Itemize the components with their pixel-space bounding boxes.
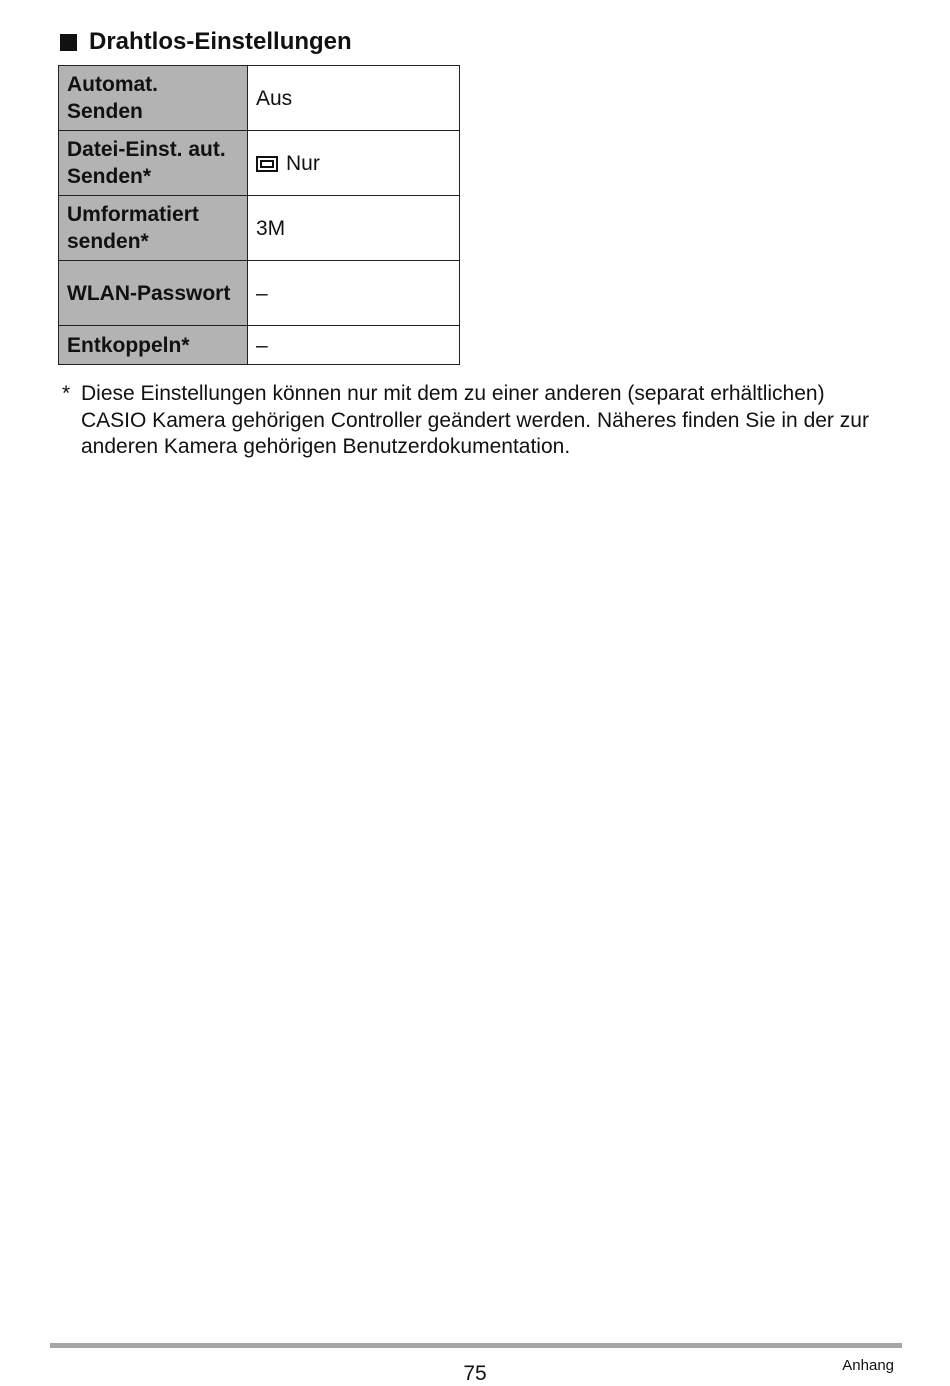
setting-value-auto-send: Aus [248,66,460,131]
footnote-mark: * [62,382,71,405]
table-row [59,66,460,131]
setting-label-unpair: Entkoppeln* [59,326,248,365]
table-row [59,261,460,326]
section-title: Drahtlos-Einstellungen [89,28,352,55]
setting-value-text: Nur [286,151,320,175]
setting-label-auto-send: Automat. Senden [59,66,248,131]
table-row [59,326,460,365]
setting-value-file-auto-send [248,131,460,196]
setting-value-unpair: – [248,326,460,365]
setting-label-resized-send: Umformatiert senden* [59,196,248,261]
setting-label-wlan-password: WLAN-Passwort [59,261,248,326]
setting-label-file-auto-send: Datei-Einst. aut. Senden* [59,131,248,196]
table-row [59,131,460,196]
table-row [59,196,460,261]
setting-value-wlan-password: – [248,261,460,326]
footer-divider [50,1343,902,1348]
setting-value-resized-send: 3M [248,196,460,261]
page-number: 75 [463,1362,487,1385]
footnote-text: Diese Einstellungen können nur mit dem zu einer anderen (separat erhältlichen) CASIO Kamera gehörigen Controller geändert werden. Näheres finden Sie in der zur anderen Kamera gehörigen Benutzerdokumentation. [81,382,869,458]
section-heading [60,28,352,56]
footer-section-label: Anhang [842,1357,894,1374]
single-image-frame-icon [256,156,278,172]
settings-table [58,65,460,365]
black-square-icon [60,34,77,51]
footnote [62,381,892,461]
